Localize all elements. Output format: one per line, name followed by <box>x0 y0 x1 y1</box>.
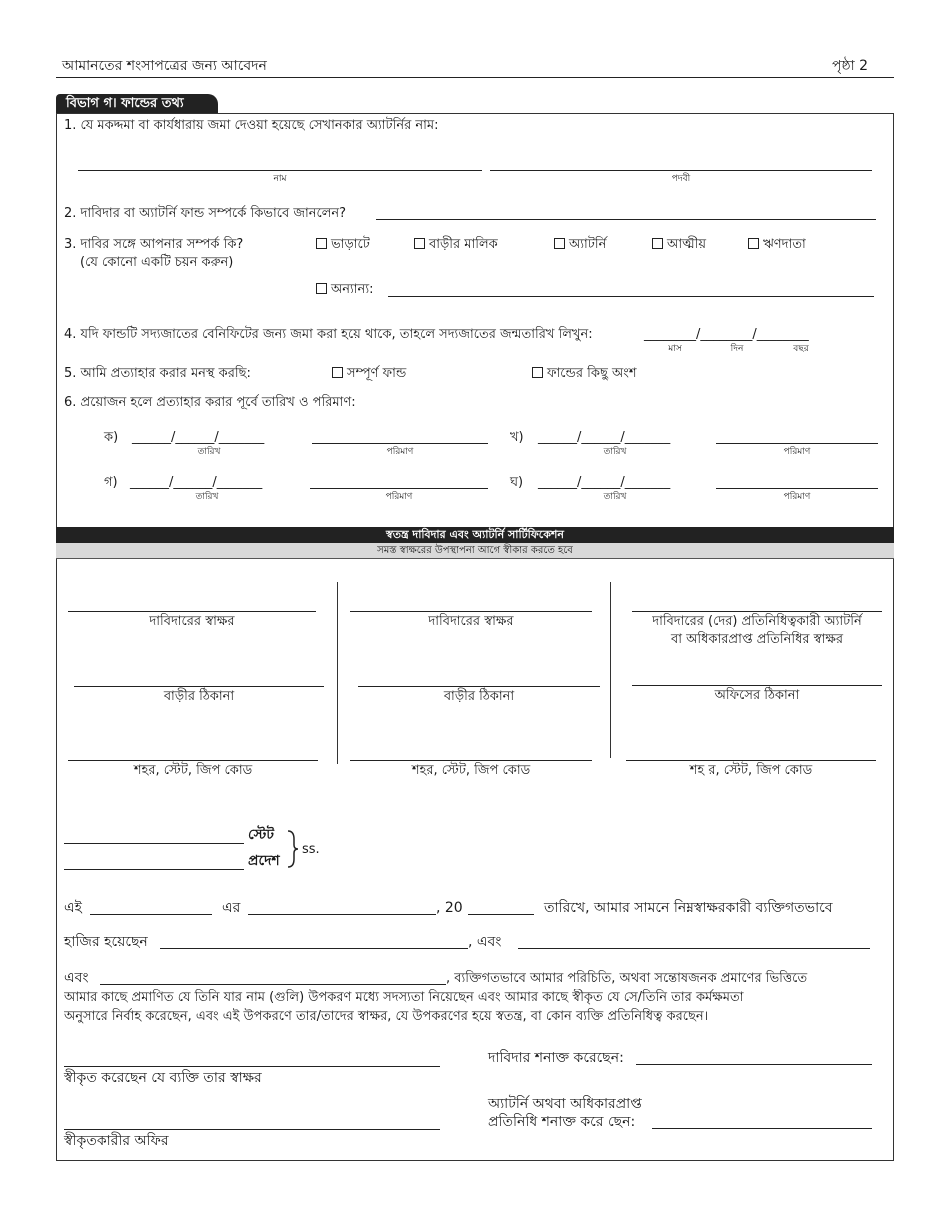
document-title: আমানতের শংসাপত্রের জন্য আবেদন <box>62 58 267 74</box>
county-label: প্রদেশ <box>248 853 280 869</box>
checkbox-icon <box>316 238 327 249</box>
office-address-caption: অফিসের ঠিকানা <box>714 688 800 703</box>
claimant-2-address-field[interactable] <box>358 686 600 687</box>
checkbox-icon <box>554 238 565 249</box>
page-number: পৃষ্ঠা 2 <box>832 58 869 74</box>
attorney-city-field[interactable] <box>626 760 876 761</box>
amount-caption: পরিমাণ <box>386 447 414 457</box>
claimant-1-city-field[interactable] <box>68 760 318 761</box>
checkbox-icon <box>652 238 663 249</box>
certification-subtitle-bar <box>56 543 894 559</box>
claimant-2-city-field[interactable] <box>350 760 592 761</box>
how-learned-field[interactable] <box>376 219 876 220</box>
question-3-hint: (যে কোনো একটি চয়ন করুন) <box>80 255 234 270</box>
notary-line1-of: এর <box>222 900 241 916</box>
option-tenant[interactable]: ভাড়াটে <box>316 237 370 253</box>
appeared-person-1-field[interactable] <box>160 948 468 949</box>
section-c-tab <box>56 94 218 114</box>
certification-title: স্বতন্ত্র দাবিদার এবং অ্যাটর্নি সার্টিফিকেশন <box>386 528 564 541</box>
other-relationship-field[interactable] <box>388 296 874 297</box>
checkbox-icon <box>316 283 327 294</box>
notary-line2-and: , এবং <box>468 934 502 950</box>
month-field[interactable] <box>248 914 436 915</box>
item-c-label: গ) <box>104 475 118 490</box>
brace-icon <box>286 829 300 869</box>
date-caption: তারিখ <box>197 447 221 457</box>
acknowledger-office-caption: স্বীকৃতকারীর অফির <box>64 1133 169 1149</box>
claimant-1-signature-caption: দাবিদারের স্বাক্ষর <box>149 614 235 629</box>
acknowledger-signature-field[interactable] <box>64 1066 440 1067</box>
item-c-amount[interactable] <box>310 488 488 489</box>
item-b-label: খ) <box>510 430 524 445</box>
item-a-amount[interactable] <box>312 443 488 444</box>
claimant-1-signature-field[interactable] <box>68 611 316 612</box>
question-6: 6. প্রয়োজন হলে প্রত্যাহার করার পূর্বে তারিখ ও পরিমাণ: <box>64 395 356 410</box>
attorney-signature-field[interactable] <box>632 611 882 612</box>
item-d-date[interactable]: ______/______/_______ <box>538 475 671 490</box>
option-full-fund[interactable]: সম্পূর্ণ ফান্ড <box>332 366 406 382</box>
day-caption: দিন <box>730 344 744 354</box>
date-caption: তারিখ <box>603 492 627 502</box>
option-landlord[interactable]: বাড়ীর মালিক <box>414 237 498 253</box>
item-d-label: ঘ) <box>510 475 524 490</box>
claimant-1-address-field[interactable] <box>74 686 324 687</box>
claimant-2-signature-caption: দাবিদারের স্বাক্ষর <box>428 614 514 629</box>
checkbox-icon <box>332 367 343 378</box>
year-field[interactable] <box>468 914 534 915</box>
amount-caption: পরিমাণ <box>385 492 413 502</box>
item-d-amount[interactable] <box>716 488 878 489</box>
year-caption: বছর <box>793 344 809 354</box>
state-label: স্টেট <box>248 827 275 843</box>
claimant-identified-label: দাবিদার শনাক্ত করেছেন: <box>488 1050 624 1066</box>
attorney-name-field[interactable] <box>78 170 482 171</box>
month-caption: মাস <box>668 344 682 354</box>
item-b-amount[interactable] <box>716 443 878 444</box>
claimant-2-signature-field[interactable] <box>350 611 592 612</box>
checkbox-icon <box>748 238 759 249</box>
acknowledger-office-field[interactable] <box>64 1129 440 1130</box>
ss-label: ss. <box>302 842 320 857</box>
appeared-person-3-field[interactable] <box>100 984 446 985</box>
name-caption: নাম <box>273 174 287 184</box>
item-c-date[interactable]: ______/______/_______ <box>130 475 263 490</box>
option-relative[interactable]: আত্মীয় <box>652 237 706 253</box>
attorney-identified-label-1: অ্যাটর্নি অথবা অধিকারপ্রাপ্ত <box>488 1096 642 1112</box>
date-caption: তারিখ <box>195 492 219 502</box>
option-other[interactable]: অন্যান্য: <box>316 282 373 298</box>
title-caption: পদবী <box>671 174 691 184</box>
county-field[interactable] <box>64 869 244 870</box>
certification-subtitle: সমস্ত স্বাক্ষরের উপস্থাপনা আগে স্বীকার করতে হবে <box>377 545 573 556</box>
notary-line1-year-prefix: , 20 <box>436 900 463 916</box>
amount-caption: পরিমাণ <box>783 492 811 502</box>
item-a-date[interactable]: ______/______/_______ <box>132 430 265 445</box>
attorney-signature-caption-2: বা অধিকারপ্রাপ্ত প্রতিনিধির স্বাক্ষর <box>670 632 843 647</box>
notary-line3-and: এবং <box>64 970 89 986</box>
claimant-2-address-caption: বাড়ীর ঠিকানা <box>443 689 515 704</box>
question-3: 3. দাবির সঙ্গে আপনার সম্পর্ক কি? <box>64 237 244 252</box>
claimant-1-address-caption: বাড়ীর ঠিকানা <box>163 689 235 704</box>
option-attorney[interactable]: অ্যাটর্নি <box>554 237 606 253</box>
claimant-1-city-caption: শহর, স্টেট, জিপ কোড <box>133 763 253 778</box>
attorney-identified-label-2: প্রতিনিধি শনাক্ত করে ছেন: <box>488 1114 636 1130</box>
acknowledger-signature-caption: স্বীকৃত করেছেন যে ব্যক্তি তার স্বাক্ষর <box>64 1070 262 1086</box>
notary-line3-rest: , ব্যক্তিগতভাবে আমার পরিচিতি, অথবা সন্তোষজনক প্রমাণের ভিত্তিতে <box>446 971 808 986</box>
claimant-2-city-caption: শহর, স্টেট, জিপ কোড <box>411 763 531 778</box>
question-2: 2. দাবিদার বা অ্যাটর্নি ফান্ড সম্পর্কে কিভাবে জানলেন? <box>64 206 347 221</box>
state-field[interactable] <box>64 843 244 844</box>
date-caption: তারিখ <box>603 447 627 457</box>
option-creditor[interactable]: ঋণদাতা <box>748 237 806 253</box>
checkbox-icon <box>532 367 543 378</box>
notary-line5: অনুসারে নির্বাহ করেছেন, এবং এই উপকরণে তার/তাদের স্বাক্ষর, যে উপকরণের হয়ে স্বতন্ত্র, বা কোন ব্যক্তি প্রতিনিধিত্ব করছেন। <box>64 1009 709 1024</box>
question-5: 5. আমি প্রত্যাহার করার মনস্থ করছি: <box>64 366 251 381</box>
question-4: 4. যদি ফান্ডটি সদ্যজাতের বেনিফিটের জন্য জমা করা হয়ে থাকে, তাহলে সদ্যজাতের জন্মতারিখ লিখুন: <box>64 327 593 342</box>
notary-line1-this: এই <box>64 900 82 916</box>
notary-line1-rest: তারিখে, আমার সামনে নিম্নস্বাক্ষরকারী ব্যক্তিগতভাবে <box>544 900 833 916</box>
checkbox-icon <box>414 238 425 249</box>
section-c-title: বিভাগ গ। ফান্ডের তথ্য <box>66 96 184 111</box>
attorney-signature-caption-1: দাবিদারের (দের) প্রতিনিধিত্বকারী অ্যাটর্নি <box>652 614 862 629</box>
option-partial-fund[interactable]: ফান্ডের কিছু অংশ <box>532 366 637 382</box>
item-a-label: ক) <box>104 430 119 445</box>
header-rule <box>56 77 894 78</box>
amount-caption: পরিমাণ <box>783 447 811 457</box>
certification-banner <box>56 527 894 543</box>
column-divider <box>337 582 338 764</box>
column-divider <box>610 582 611 758</box>
question-1: 1. যে মকদ্দমা বা কার্যধারায় জমা দেওয়া হয়েছে সেখানকার অ্যাটর্নির নাম: <box>64 118 439 133</box>
birthdate-field[interactable]: ________/________/________ <box>644 327 809 342</box>
claimant-identified-field[interactable] <box>636 1064 872 1065</box>
appeared-person-2-field[interactable] <box>518 948 870 949</box>
notary-line2-appeared: হাজির হয়েছেন <box>64 934 148 950</box>
item-b-date[interactable]: ______/______/_______ <box>538 430 671 445</box>
attorney-identified-field[interactable] <box>652 1128 872 1129</box>
day-field[interactable] <box>90 914 212 915</box>
notary-line4: আমার কাছে প্রমাণিত যে তিনি যার নাম (গুলি) উপকরণ মধ্যে সদস্যতা নিয়েছেন এবং আমার কাছে স্বীকৃত যে সে/তিনি তার কর্মক্ষমতা <box>64 990 744 1005</box>
attorney-city-caption: শহ র, স্টেট, জিপ কোড <box>689 763 813 778</box>
office-address-field[interactable] <box>632 685 882 686</box>
attorney-title-field[interactable] <box>490 170 872 171</box>
